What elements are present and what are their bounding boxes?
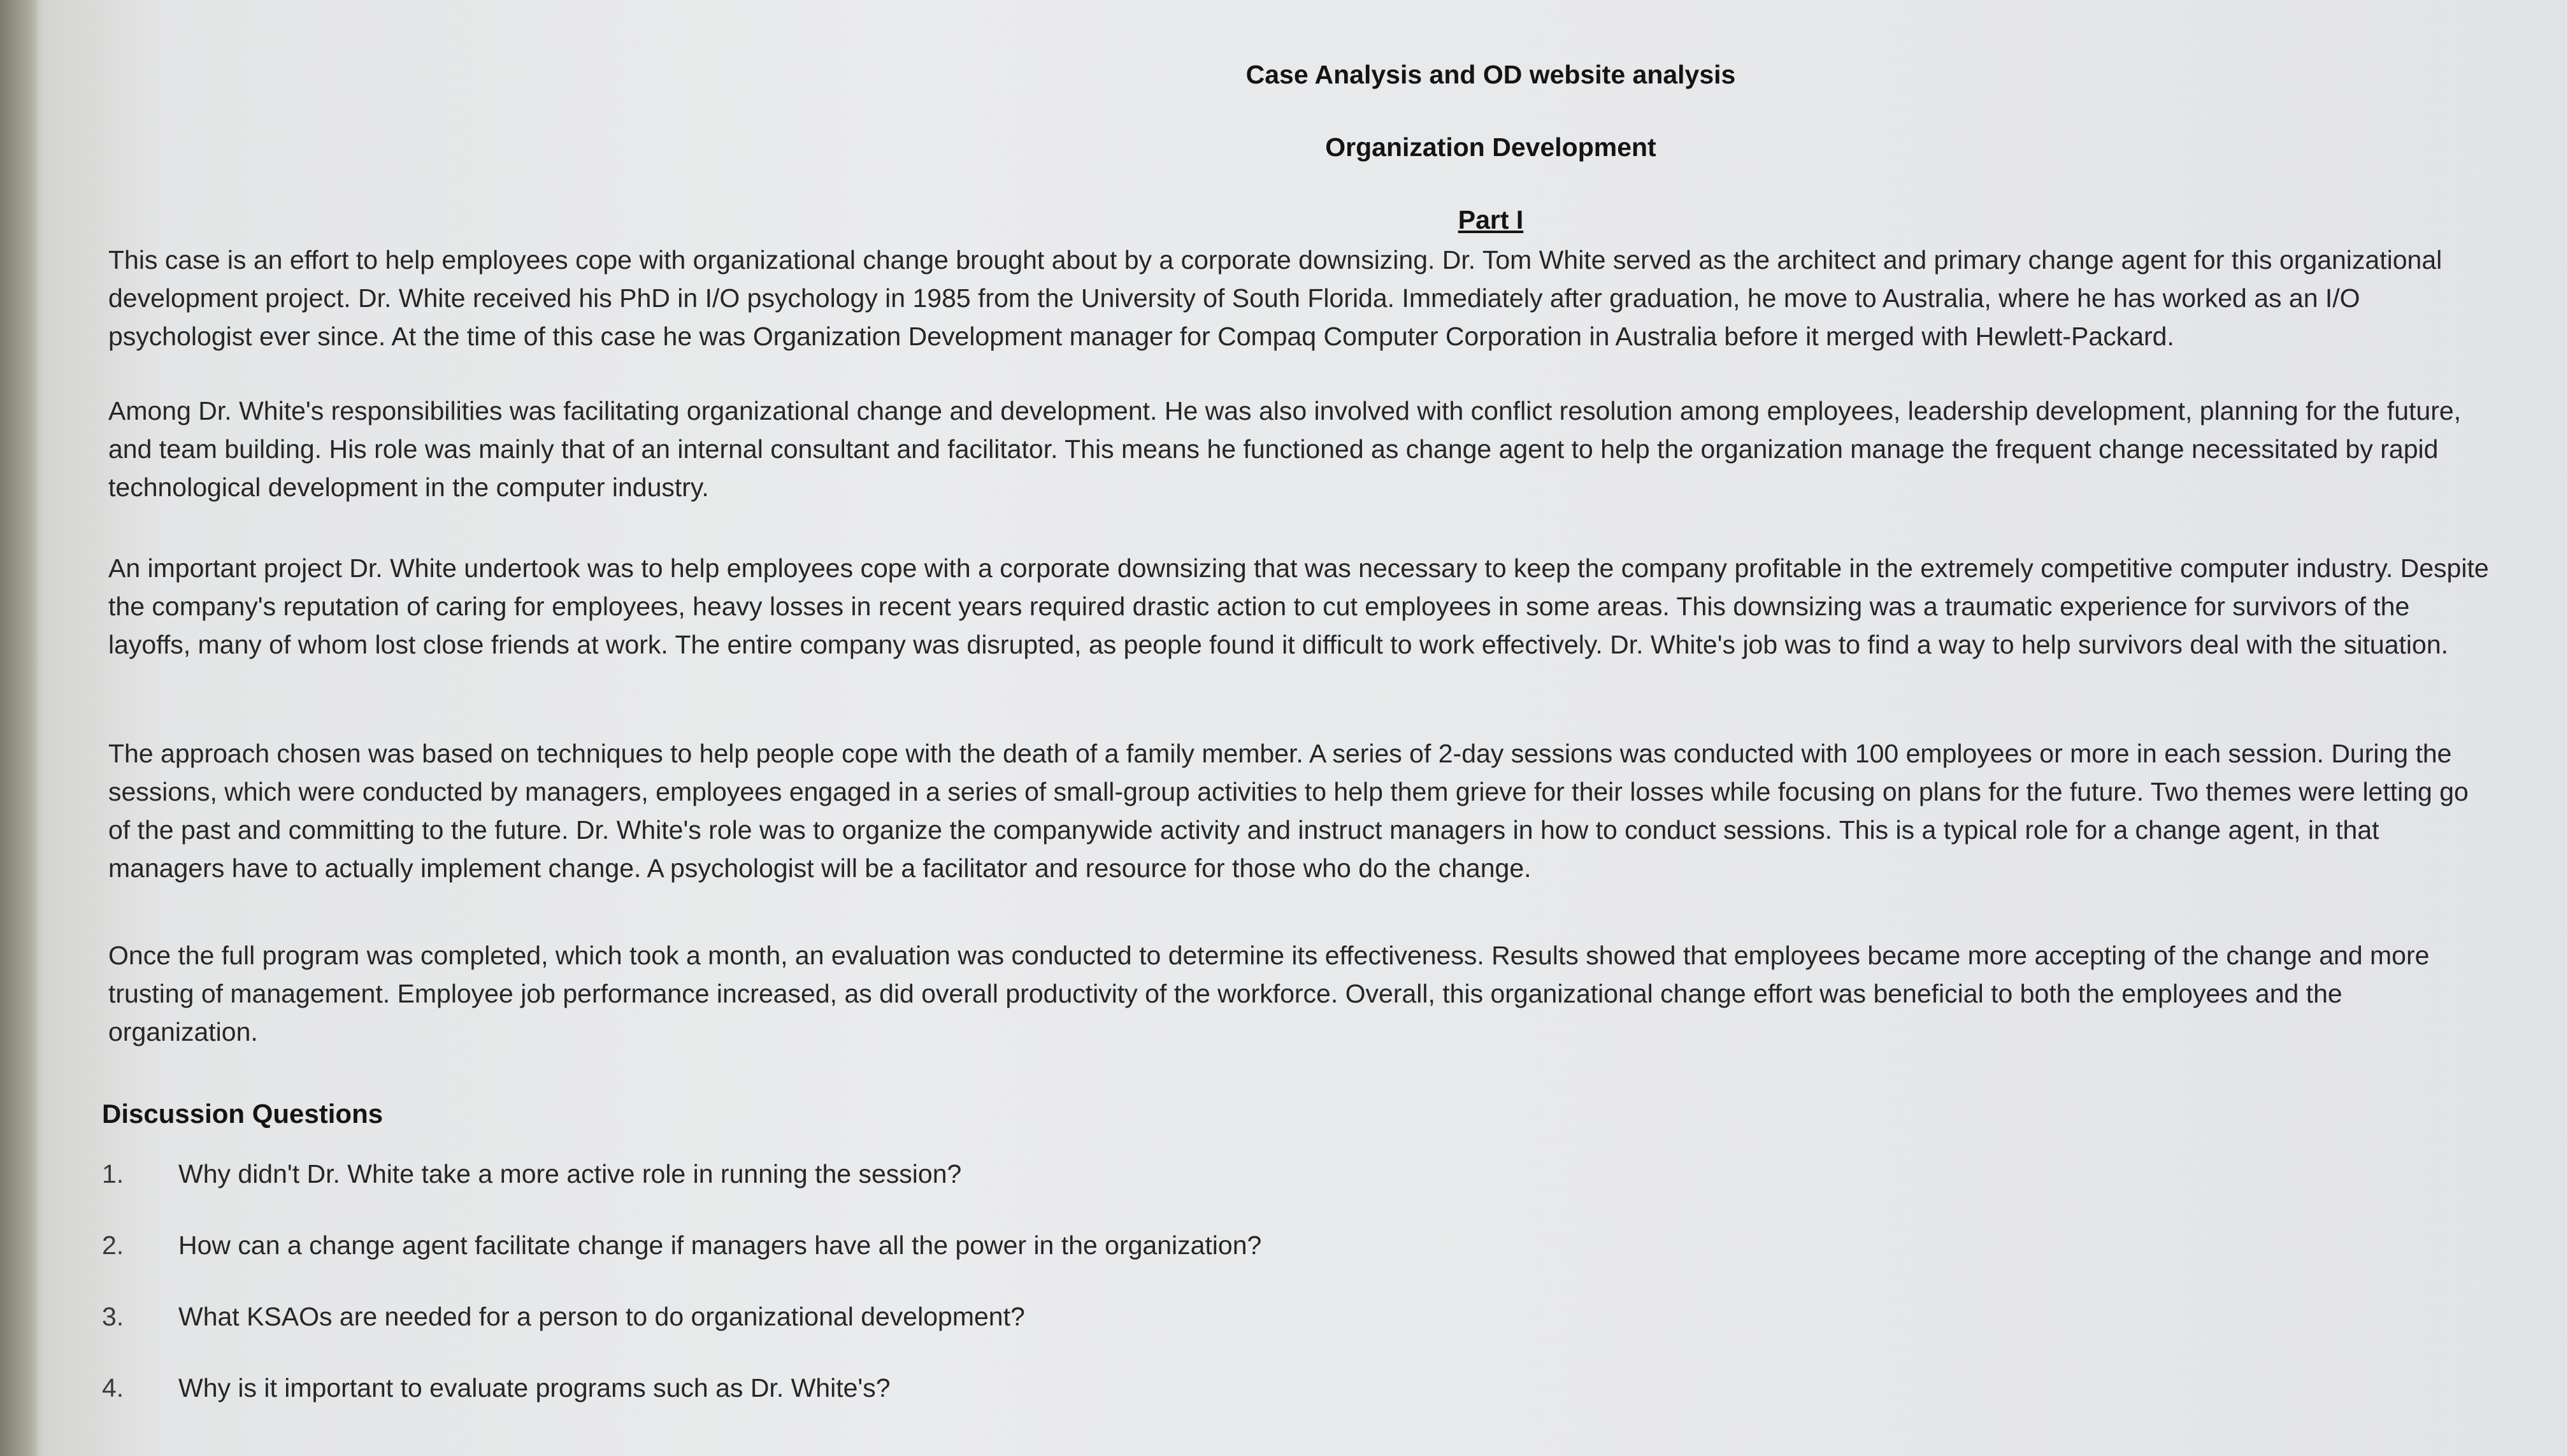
document-title: Case Analysis and OD website analysis <box>1245 60 1736 89</box>
question-text: Why is it important to evaluate programs such as Dr. White's? <box>178 1373 891 1402</box>
discussion-questions-heading: Discussion Questions <box>102 1099 384 1129</box>
question-number: 2. <box>102 1231 124 1260</box>
list-item <box>102 1231 1261 1302</box>
list-item <box>102 1159 1261 1231</box>
question-text: What KSAOs are needed for a person to do organizational development? <box>178 1302 1025 1331</box>
part-heading: Part I <box>1458 205 1524 234</box>
paragraph-approach: The approach chosen was based on techniques to help people cope with the death of a family member. A series of 2-day sessions was conducted with 100 employees or more in each session. During the sessions, which were conducted by managers, employees engaged in a series of small-group activities to help them grieve for their losses while focusing on plans for the future. Two themes were letting go of the past and committing to the future. Dr. White's role was to organize the companywide activity and instruct managers in how to conduct sessions. This is a typical role for a change agent, in that managers have to actually implement change. A psychologist will be a facilitator and resource for those who do the change. <box>108 739 2469 883</box>
discussion-questions-list <box>102 1159 1261 1445</box>
paragraph-responsibilities: Among Dr. White's responsibilities was facilitating organizational change and development. He was also involved with conflict resolution among employees, leadership development, planning for the future, and team building. His role was mainly that of an internal consultant and facilitator. This means he functioned as change agent to help the organization manage the frequent change necessitated by rapid technological development in the computer industry. <box>108 396 2462 502</box>
document-page <box>96 45 2504 1456</box>
monitor-bezel <box>0 0 39 1456</box>
list-item <box>102 1373 1261 1445</box>
question-number: 1. <box>102 1159 124 1188</box>
paragraph-project: An important project Dr. White undertook was to help employees cope with a corporate downsizing that was necessary to keep the company profitable in the extremely competitive computer industry. Despite the company's reputation of caring for employees, heavy losses in recent years required drastic action to cut employees in some areas. This downsizing was a traumatic experience for survivors of the layoffs, many of whom lost close friends at work. The entire company was disrupted, as people found it difficult to work effectively. Dr. White's job was to find a way to help survivors deal with the situation. <box>108 553 2489 659</box>
list-item <box>102 1302 1261 1373</box>
question-number: 4. <box>102 1373 124 1402</box>
paragraph-evaluation: Once the full program was completed, which took a month, an evaluation was conducted to determine its effectiveness. Results showed that employees became more accepting of the change and more trusting of management. Employee job performance increased, as did overall productivity of the workforce. Overall, this organizational change effort was beneficial to both the employees and the organization. <box>108 941 2430 1046</box>
document-subtitle: Organization Development <box>1325 132 1656 162</box>
paragraph-intro: This case is an effort to help employees cope with organizational change brought about by a corporate downsizing. Dr. Tom White served as the architect and primary change agent for this organizational development project. Dr. White received his PhD in I/O psychology in 1985 from the University of South Florida. Immediately after graduation, he move to Australia, where he has worked as an I/O psychologist ever since. At the time of this case he was Organization Development manager for Compaq Computer Corporation in Australia before it merged with Hewlett-Packard. <box>108 245 2442 351</box>
question-text: How can a change agent facilitate change if managers have all the power in the organization? <box>178 1231 1262 1260</box>
question-text: Why didn't Dr. White take a more active role in running the session? <box>178 1159 962 1188</box>
question-number: 3. <box>102 1302 124 1331</box>
